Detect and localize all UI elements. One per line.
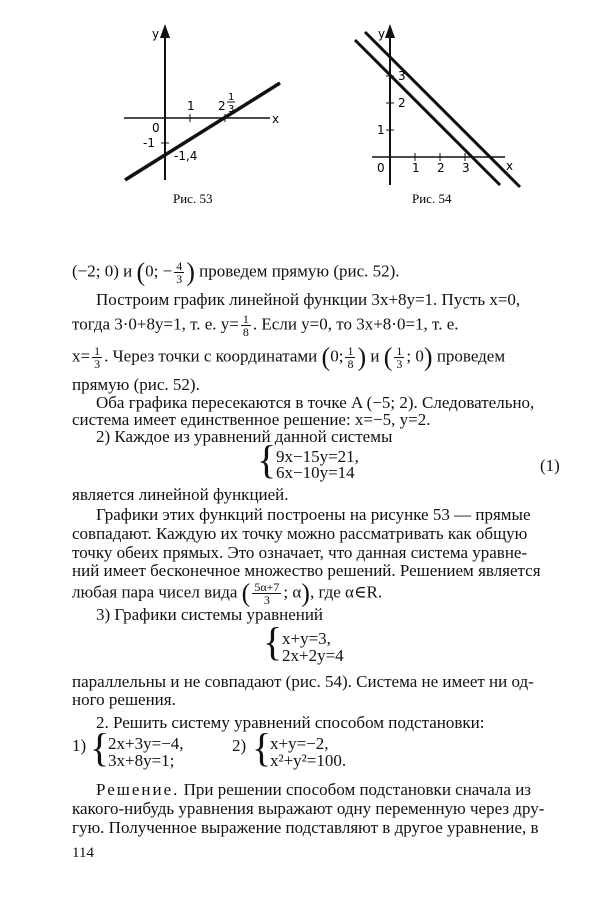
fig53-origin: 0 [152, 121, 160, 135]
line-7: система имеет единственное решение: x=−5, y=2. [72, 410, 431, 429]
problem-1-eq2: 3x+8y=1; [108, 751, 175, 770]
line-1: (−2; 0) и (0; − $\frac{4}{3}$ ) проведем прямую (рис. 52). [72, 257, 400, 287]
fig53-tick-x2-label: 2 [218, 99, 226, 113]
fig54-tick-y1-label: 1 [377, 123, 385, 137]
fig54-tick-y3-label: 3 [398, 69, 406, 83]
fig53-y-arrow [160, 24, 170, 38]
problem-2-label: 2) [232, 736, 247, 755]
figure-54 [350, 20, 540, 210]
fig54-caption: Рис. 54 [412, 191, 452, 206]
line-18: 2. Решить систему уравнений способом подстановки: [96, 713, 485, 732]
line-9: является линейной функцией. [72, 485, 289, 504]
problem-2-brace: { [252, 725, 272, 770]
line-4: x= $\frac{1}{3}$ . Через точки с координатами (0; $\frac{1}{8}$ ) и ( $\frac{1}{3}$ ; 0) проведем [72, 342, 506, 372]
system-1-eq1: 9x−15y=21, [276, 447, 359, 466]
system-2-brace: { [263, 619, 283, 664]
fig53-label-y: y [152, 27, 160, 41]
problem-2-eq1: x+y=−2, [270, 734, 329, 753]
problem-2-eq2: x²+y²=100. [270, 751, 347, 770]
system-2-eq1: x+y=3, [282, 629, 331, 648]
system-1-brace: { [257, 437, 277, 482]
line-5: прямую (рис. 52). [72, 375, 200, 394]
fig54-label-x: x [506, 159, 514, 173]
fig53-point-label: -1,4 [174, 149, 198, 163]
line-14: любая пара чисел вида ( $\frac{5\alpha+7}{3}$ ; α), где α∈R. [72, 578, 383, 608]
fig54-origin: 0 [377, 161, 385, 175]
line-2: Построим график линейной функции 3x+8y=1. Пусть x=0, [96, 290, 521, 309]
fig54-label-y: y [378, 27, 386, 41]
fig53-line [125, 83, 280, 180]
fig53-tick-yneg-label: -1 [143, 136, 155, 150]
system-2-eq2: 2x+2y=4 [282, 646, 344, 665]
line-3: тогда 3·0+8y=1, т. е. y= $\frac{1}{8}$ . Если y=0, то 3x+8·0=1, т. е. [72, 312, 459, 339]
system-1-eq2: 6x−10y=14 [276, 463, 355, 482]
fig53-caption: Рис. 53 [173, 191, 213, 206]
line-13: ний имеет бесконечное множество решений. Решением является [72, 561, 541, 580]
page-number: 114 [72, 845, 94, 861]
fig54-tick-x1-label: 1 [412, 161, 420, 175]
fig53-tick-x1-label: 1 [187, 99, 195, 113]
line-19: Решение. При решении способом подстановки сначала из [96, 780, 532, 799]
line-11: совпадают. Каждую их точку можно рассматривать как общую [72, 524, 528, 543]
figure-53 [110, 20, 300, 210]
fig54-tick-y2-label: 2 [398, 96, 406, 110]
line-10: Графики этих функций построены на рисунке 53 — прямые [96, 505, 531, 524]
line-20: какого-нибудь уравнения выражают одну переменную через дру- [72, 799, 545, 818]
problem-1-eq1: 2x+3y=−4, [108, 734, 184, 753]
line-16: параллельны и не совпадают (рис. 54). Система не имеет ни од- [72, 672, 534, 691]
fig53-tick-frac-num: 1 [228, 92, 235, 103]
fig54-tick-x2-label: 2 [437, 161, 445, 175]
system-1-number: (1) [540, 456, 560, 475]
line-12: точку обеих прямых. Это означает, что данная система уравне- [72, 543, 528, 562]
line-21: гую. Полученное выражение подставляют в другое уравнение, в [72, 818, 539, 837]
fig54-y-arrow [385, 24, 395, 38]
fig54-tick-x3-label: 3 [462, 161, 470, 175]
line-17: ного решения. [72, 690, 176, 709]
line-8: 2) Каждое из уравнений данной системы [96, 427, 393, 446]
fig53-label-x: x [272, 112, 280, 126]
problem-1-brace: { [90, 725, 110, 770]
fig53-tick-frac-den: 3 [228, 104, 235, 115]
line-15: 3) Графики системы уравнений [96, 605, 324, 624]
problem-1-label: 1) [72, 736, 87, 755]
line-6: Оба графика пересекаются в точке A (−5; 2). Следовательно, [96, 393, 535, 412]
